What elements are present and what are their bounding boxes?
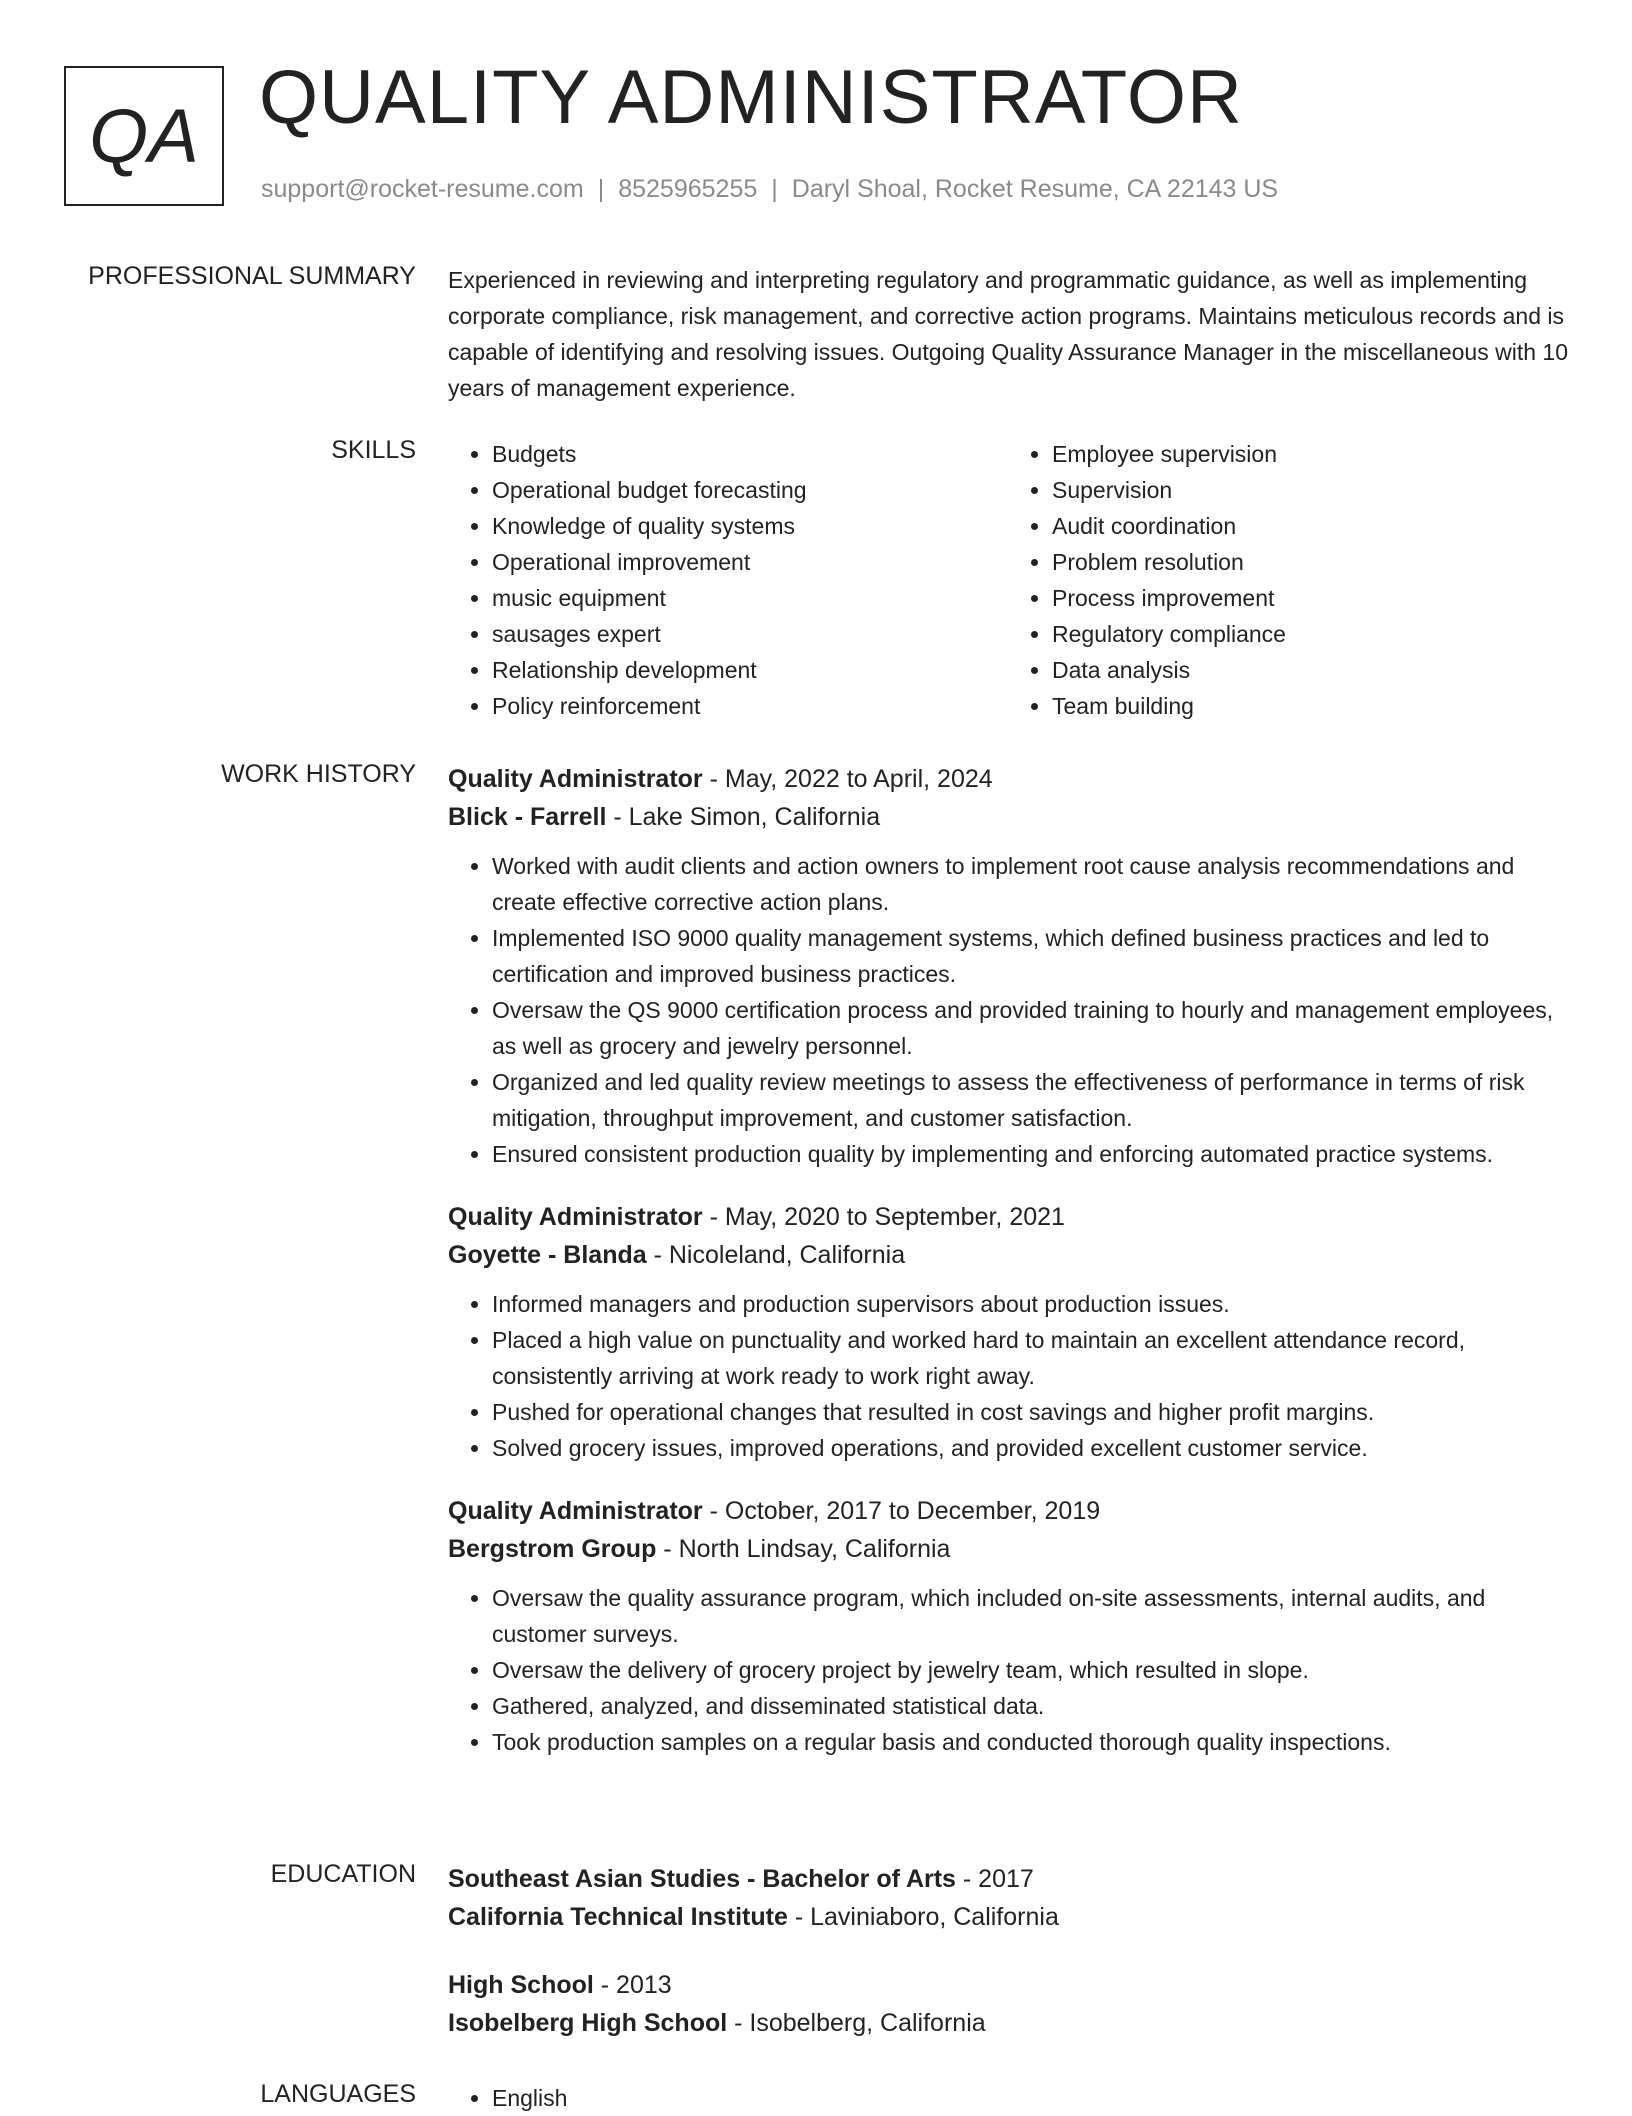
job-bullet: • Worked with audit clients and action owners to implement root cause analysis recommendations and create effective corrective action plans. — [492, 848, 1568, 920]
skill-item: • Employee supervision — [1052, 436, 1568, 472]
skills-grid — [448, 436, 1568, 724]
skill-item: • Budgets — [492, 436, 1008, 472]
education-body — [448, 1860, 1568, 2072]
skill-item: • Team building — [1052, 688, 1568, 724]
skill-item: • Policy reinforcement — [492, 688, 1008, 724]
contact-separator: | — [771, 175, 778, 203]
education-entry — [448, 1966, 1568, 2042]
job-company: Goyette - Blanda — [448, 1241, 647, 1269]
job-title: Quality Administrator — [448, 765, 703, 793]
degree: High School — [448, 1971, 594, 1999]
job-title-line — [448, 760, 1568, 798]
skill-item: • sausages expert — [492, 616, 1008, 652]
job-location: - North Lindsay, California — [656, 1535, 951, 1563]
job-location: - Lake Simon, California — [606, 803, 881, 831]
contact-address: Daryl Shoal, Rocket Resume, CA 22143 US — [791, 175, 1279, 203]
job-bullet: • Implemented ISO 9000 quality management systems, which defined business practices and led to certification and improved business practices. — [492, 920, 1568, 992]
resume-title: QUALITY ADMINISTRATOR — [259, 55, 1243, 140]
skill-item: • music equipment — [492, 580, 1008, 616]
job-bullet: • Gathered, analyzed, and disseminated statistical data. — [492, 1688, 1568, 1724]
work-history-body — [448, 760, 1568, 1786]
job-bullet: • Informed managers and production supervisors about production issues. — [492, 1286, 1568, 1322]
graduation-year: - 2017 — [955, 1865, 1034, 1893]
job-title-line — [448, 1198, 1568, 1236]
job-bullet: • Oversaw the delivery of grocery project by jewelry team, which resulted in slope. — [492, 1652, 1568, 1688]
job-bullets — [448, 848, 1568, 1172]
graduation-year: - 2013 — [593, 1971, 672, 1999]
languages-body — [448, 2080, 1568, 2116]
skill-item: • Process improvement — [1052, 580, 1568, 616]
contact-separator: | — [597, 175, 605, 203]
job-entry — [448, 1198, 1568, 1466]
school-line — [448, 1898, 1568, 1936]
languages-list — [448, 2080, 1568, 2116]
job-company-line — [448, 798, 1568, 836]
job-bullet: • Took production samples on a regular basis and conducted thorough quality inspections. — [492, 1724, 1568, 1760]
job-bullets — [448, 1286, 1568, 1466]
job-location: - Nicoleland, California — [646, 1241, 906, 1269]
degree-line — [448, 1966, 1568, 2004]
job-bullet: • Organized and led quality review meetings to assess the effectiveness of performance in terms of risk mitigation, throughput improvement, and customer satisfaction. — [492, 1064, 1568, 1136]
school-location: - Laviniaboro, California — [787, 1903, 1059, 1931]
section-label: SKILLS — [331, 436, 416, 464]
section-label: EDUCATION — [270, 1860, 416, 1888]
job-bullet: • Oversaw the quality assurance program, which included on-site assessments, internal audits, and customer surveys. — [492, 1580, 1568, 1652]
job-entry — [448, 1492, 1568, 1760]
job-bullet: • Ensured consistent production quality by implementing and enforcing automated practice systems. — [492, 1136, 1568, 1172]
section-label: WORK HISTORY — [221, 760, 416, 788]
degree: Southeast Asian Studies - Bachelor of Arts — [448, 1865, 956, 1893]
summary-text: Experienced in reviewing and interpreting regulatory and programmatic guidance, as well as implementing corporate compliance, risk management, and corrective action programs. Maintains meticulous records and is capable of identifying and resolving issues. Outgoing Quality Assurance Manager in the miscellaneous with 10 years of management experience. — [448, 267, 1568, 401]
contact-phone[interactable]: 8525965255 — [618, 175, 758, 203]
job-company-line — [448, 1530, 1568, 1568]
degree-line — [448, 1860, 1568, 1898]
school-name: Isobelberg High School — [448, 2009, 728, 2037]
job-dates: - October, 2017 to December, 2019 — [702, 1497, 1101, 1525]
job-title: Quality Administrator — [448, 1497, 703, 1525]
contact-email[interactable]: support@rocket-resume.com — [261, 175, 584, 203]
skill-item: • Knowledge of quality systems — [492, 508, 1008, 544]
section-label: PROFESSIONAL SUMMARY — [88, 262, 416, 290]
job-bullets — [448, 1580, 1568, 1760]
skills-list-left — [448, 436, 1008, 724]
contact-line — [261, 175, 1278, 204]
skill-item: • Operational budget forecasting — [492, 472, 1008, 508]
skill-item: • Problem resolution — [1052, 544, 1568, 580]
education-entry — [448, 1860, 1568, 1936]
job-bullet: • Placed a high value on punctuality and worked hard to maintain an excellent attendance record, consistently arriving at work ready to work right away. — [492, 1322, 1568, 1394]
job-company: Bergstrom Group — [448, 1535, 657, 1563]
school-name: California Technical Institute — [448, 1903, 788, 1931]
skill-item: • Audit coordination — [1052, 508, 1568, 544]
job-dates: - May, 2020 to September, 2021 — [702, 1203, 1065, 1231]
monogram-initials: QA — [89, 93, 199, 179]
skill-item: • Data analysis — [1052, 652, 1568, 688]
job-bullet: • Solved grocery issues, improved operations, and provided excellent customer service. — [492, 1430, 1568, 1466]
job-title: Quality Administrator — [448, 1203, 703, 1231]
section-label: LANGUAGES — [260, 2080, 416, 2108]
school-line — [448, 2004, 1568, 2042]
skill-item: • Regulatory compliance — [1052, 616, 1568, 652]
job-bullet: • Oversaw the QS 9000 certification process and provided training to hourly and management employees, as well as grocery and jewelry personnel. — [492, 992, 1568, 1064]
job-bullet: • Pushed for operational changes that resulted in cost savings and higher profit margins. — [492, 1394, 1568, 1430]
school-location: - Isobelberg, California — [727, 2009, 986, 2037]
job-company: Blick - Farrell — [448, 803, 607, 831]
skill-item: • Relationship development — [492, 652, 1008, 688]
job-company-line — [448, 1236, 1568, 1274]
job-title-line — [448, 1492, 1568, 1530]
language-item: • English — [492, 2080, 1568, 2116]
skill-item: • Operational improvement — [492, 544, 1008, 580]
skills-body — [448, 436, 1568, 724]
skill-item: • Supervision — [1052, 472, 1568, 508]
job-entry — [448, 760, 1568, 1172]
monogram-box — [64, 66, 224, 206]
skills-list-right — [1008, 436, 1568, 724]
job-dates: - May, 2022 to April, 2024 — [702, 765, 993, 793]
